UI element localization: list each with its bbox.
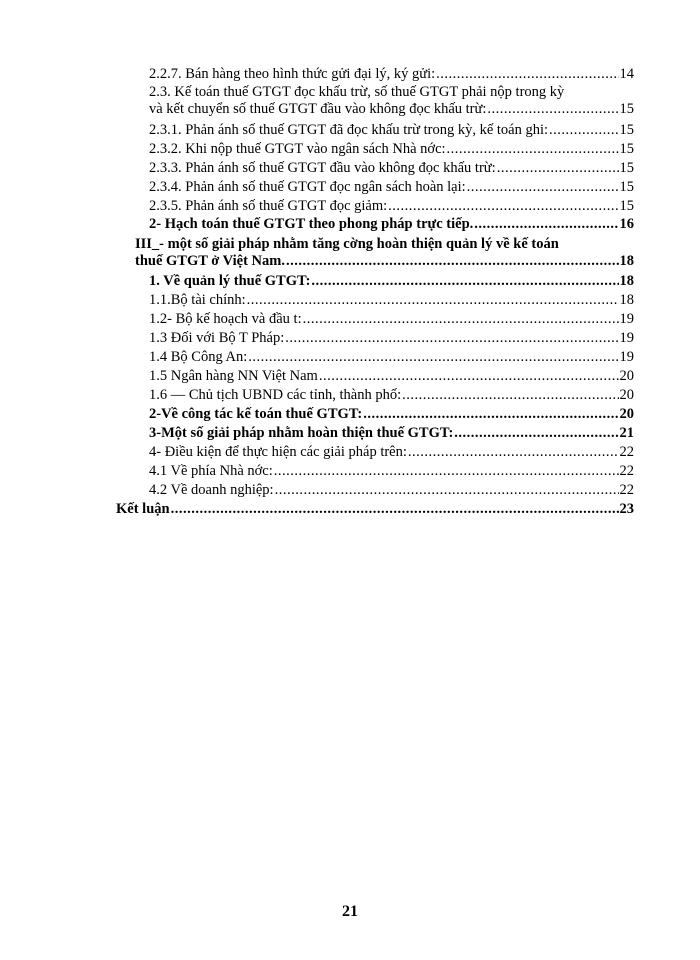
- toc-entry-text: 1.3 Đối với Bộ T Pháp:: [149, 330, 285, 346]
- toc-entry-1-4: [149, 349, 634, 366]
- toc-entry-conclusion: [116, 501, 634, 518]
- toc-entry-text: 2.3.2. Khi nộp thuế GTGT vào ngân sách Nhà nớc:: [149, 141, 446, 157]
- toc-entry-III: [135, 236, 634, 270]
- toc-entry-text: 1. Về quản lý thuế GTGT:: [149, 273, 311, 289]
- toc-entry-2-3-5: [149, 198, 634, 215]
- toc-entry-4: [149, 444, 634, 461]
- dot-leader: [388, 198, 618, 215]
- toc-entry-page: 14: [619, 66, 634, 82]
- toc-entry-page: 18: [619, 292, 634, 308]
- toc-entry-2: [149, 216, 634, 233]
- dot-leader: [454, 425, 618, 442]
- page-number: 21: [342, 903, 358, 920]
- toc-entry-page: 19: [619, 330, 634, 346]
- toc-entry-1: [149, 273, 634, 290]
- toc-entry-page: 15: [619, 160, 634, 176]
- toc-entry-text: 4- Điều kiện để thực hiện các giải pháp trên:: [149, 444, 407, 460]
- toc-entry-page: 19: [619, 311, 634, 327]
- toc-entry-page: 18: [619, 273, 634, 289]
- toc-entry-page: 19: [619, 349, 634, 365]
- toc-entry-text: 4.2 Về doanh nghiệp:: [149, 482, 274, 498]
- dot-leader: [286, 253, 619, 270]
- toc-entry-page: 20: [619, 387, 634, 403]
- toc-entry-2-3: [149, 84, 634, 118]
- dot-leader: [447, 141, 619, 158]
- toc-entry-text: 1.5 Ngân hàng NN Việt Nam: [149, 368, 318, 384]
- toc-entry-text: 2- Hạch toán thuế GTGT theo phong pháp trực tiếp.: [149, 216, 474, 232]
- toc-entry-page: 22: [619, 444, 634, 460]
- dot-leader: [497, 160, 619, 177]
- toc-entry-text: thuế GTGT ở Việt Nam.: [135, 253, 285, 269]
- toc-entry-2-3-4: [149, 179, 634, 196]
- dot-leader: [285, 330, 618, 347]
- toc-entry-page: 18: [619, 253, 634, 269]
- toc-entry-page: 20: [619, 406, 634, 422]
- toc-entry-text: 1.6 — Chủ tịch UBND các tỉnh, thành phố:: [149, 387, 402, 403]
- toc-entry-2-3-1: [149, 122, 634, 139]
- toc-entry-page: 23: [619, 501, 634, 517]
- dot-leader: [247, 292, 619, 309]
- dot-leader: [467, 179, 619, 196]
- toc-entry-text-line1: III_- một số giải pháp nhằm tăng cờng hoàn thiện quản lý về kế toán: [135, 236, 559, 252]
- toc-entry-text: 1.2- Bộ kế hoạch và đầu t:: [149, 311, 302, 327]
- dot-leader: [549, 122, 618, 139]
- toc-entry-text: 2.3.1. Phản ánh số thuế GTGT đã đọc khấu trừ trong kỳ, kế toán ghi:: [149, 122, 549, 138]
- toc-entry-4-2: [149, 482, 634, 499]
- toc-entry-text: 2.3.3. Phản ánh số thuế GTGT đầu vào không đọc khấu trừ:: [149, 160, 496, 176]
- toc-entry-page: 21: [619, 425, 634, 441]
- dot-leader: [402, 387, 618, 404]
- toc-entry-text: 2.3.5. Phản ánh số thuế GTGT đọc giảm:: [149, 198, 388, 214]
- toc-entry-2-3-3: [149, 160, 634, 177]
- toc-entry-3: [149, 425, 634, 442]
- toc-entry-2-accounting: [149, 406, 634, 423]
- toc-entry-text: 4.1 Về phía Nhà nớc:: [149, 463, 273, 479]
- dot-leader: [275, 482, 619, 499]
- toc-entry-1-5: [149, 368, 634, 385]
- dot-leader: [274, 463, 619, 480]
- dot-leader: [319, 368, 619, 385]
- toc-entry-page: 22: [619, 463, 634, 479]
- dot-leader: [171, 501, 619, 518]
- toc-entry-text: 2.2.7. Bán hàng theo hình thức gửi đại lý, ký gửi:: [149, 66, 436, 82]
- toc-entry-text: 2.3.4. Phản ánh số thuế GTGT đọc ngân sách hoàn lại:: [149, 179, 466, 195]
- toc-entry-page: 15: [619, 198, 634, 214]
- toc-entry-text-line1: 2.3. Kế toán thuế GTGT đọc khấu trừ, số thuế GTGT phải nộp trong kỳ: [149, 84, 565, 100]
- toc-entry-page: 15: [619, 101, 634, 117]
- toc-entry-text: 1.4 Bộ Công An:: [149, 349, 248, 365]
- toc-entry-1-3: [149, 330, 634, 347]
- toc-entry-1-6: [149, 387, 634, 404]
- dot-leader: [248, 349, 618, 366]
- toc-entry-page: 15: [619, 179, 634, 195]
- toc-entry-text: Kết luận: [116, 501, 170, 517]
- toc-entry-page: 22: [619, 482, 634, 498]
- dot-leader: [311, 273, 618, 290]
- toc-entry-page: 16: [619, 216, 634, 232]
- dot-leader: [436, 66, 618, 83]
- toc-entry-page: 20: [619, 368, 634, 384]
- toc-entry-text: 3-Một số giải pháp nhằm hoàn thiện thuế GTGT:: [149, 425, 454, 441]
- toc-entry-page: 15: [619, 122, 634, 138]
- toc-entry-text: và kết chuyển số thuế GTGT đầu vào không đọc khấu trừ:: [149, 101, 487, 117]
- dot-leader: [363, 406, 618, 423]
- dot-leader: [474, 216, 618, 233]
- toc-entry-page: 15: [619, 141, 634, 157]
- dot-leader: [303, 311, 619, 328]
- toc-entry-2-3-2: [149, 141, 634, 158]
- toc-entry-2-2-7: [149, 66, 634, 83]
- toc-entry-1-1: [149, 292, 634, 309]
- toc-entry-1-2: [149, 311, 634, 328]
- toc-entry-text: 1.1.Bộ tài chính:: [149, 292, 246, 308]
- toc-entry-text: 2-Về công tác kế toán thuế GTGT:: [149, 406, 363, 422]
- dot-leader: [408, 444, 619, 461]
- dot-leader: [487, 101, 618, 118]
- toc-entry-4-1: [149, 463, 634, 480]
